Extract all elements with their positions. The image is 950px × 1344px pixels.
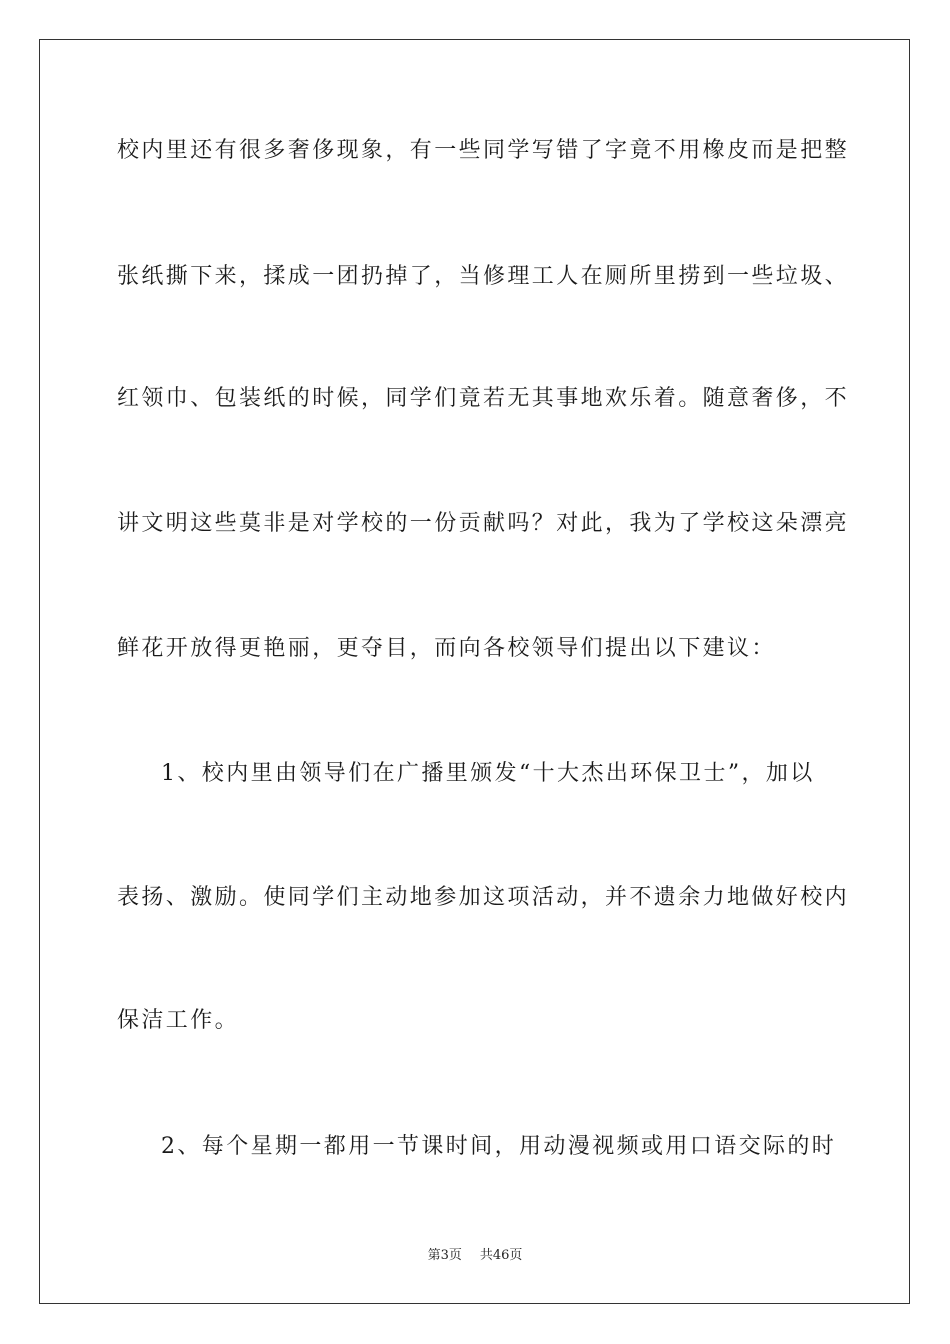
text-line-7: 表扬、激励。使同学们主动地参加这项活动，并不遗余力地做好校内 — [117, 885, 850, 910]
text-line-5: 鲜花开放得更艳丽，更夺目，而向各校领导们提出以下建议： — [117, 636, 776, 661]
text-line-8: 保洁工作。 — [117, 1008, 240, 1033]
text-line-2: 张纸撕下来，揉成一团扔掉了，当修理工人在厕所里捞到一些垃圾、 — [117, 264, 850, 289]
page-footer — [0, 1247, 950, 1265]
text-line-1: 校内里还有很多奢侈现象，有一些同学写错了字竟不用橡皮而是把整 — [117, 138, 850, 163]
text-line-6: 1、校内里由领导们在广播里颁发“十大杰出环保卫士”，加以 — [161, 761, 815, 786]
text-line-9: 2、每个星期一都用一节课时间，用动漫视频或用口语交际的时 — [161, 1134, 837, 1159]
page-border — [39, 39, 910, 1304]
text-line-3: 红领巾、包装纸的时候，同学们竟若无其事地欢乐着。随意奢侈，不 — [117, 386, 850, 411]
page-number: 第3页 — [427, 1248, 462, 1263]
text-line-4: 讲文明这些莫非是对学校的一份贡献吗？对此，我为了学校这朵漂亮 — [117, 511, 850, 536]
page-total: 共46页 — [479, 1248, 523, 1263]
